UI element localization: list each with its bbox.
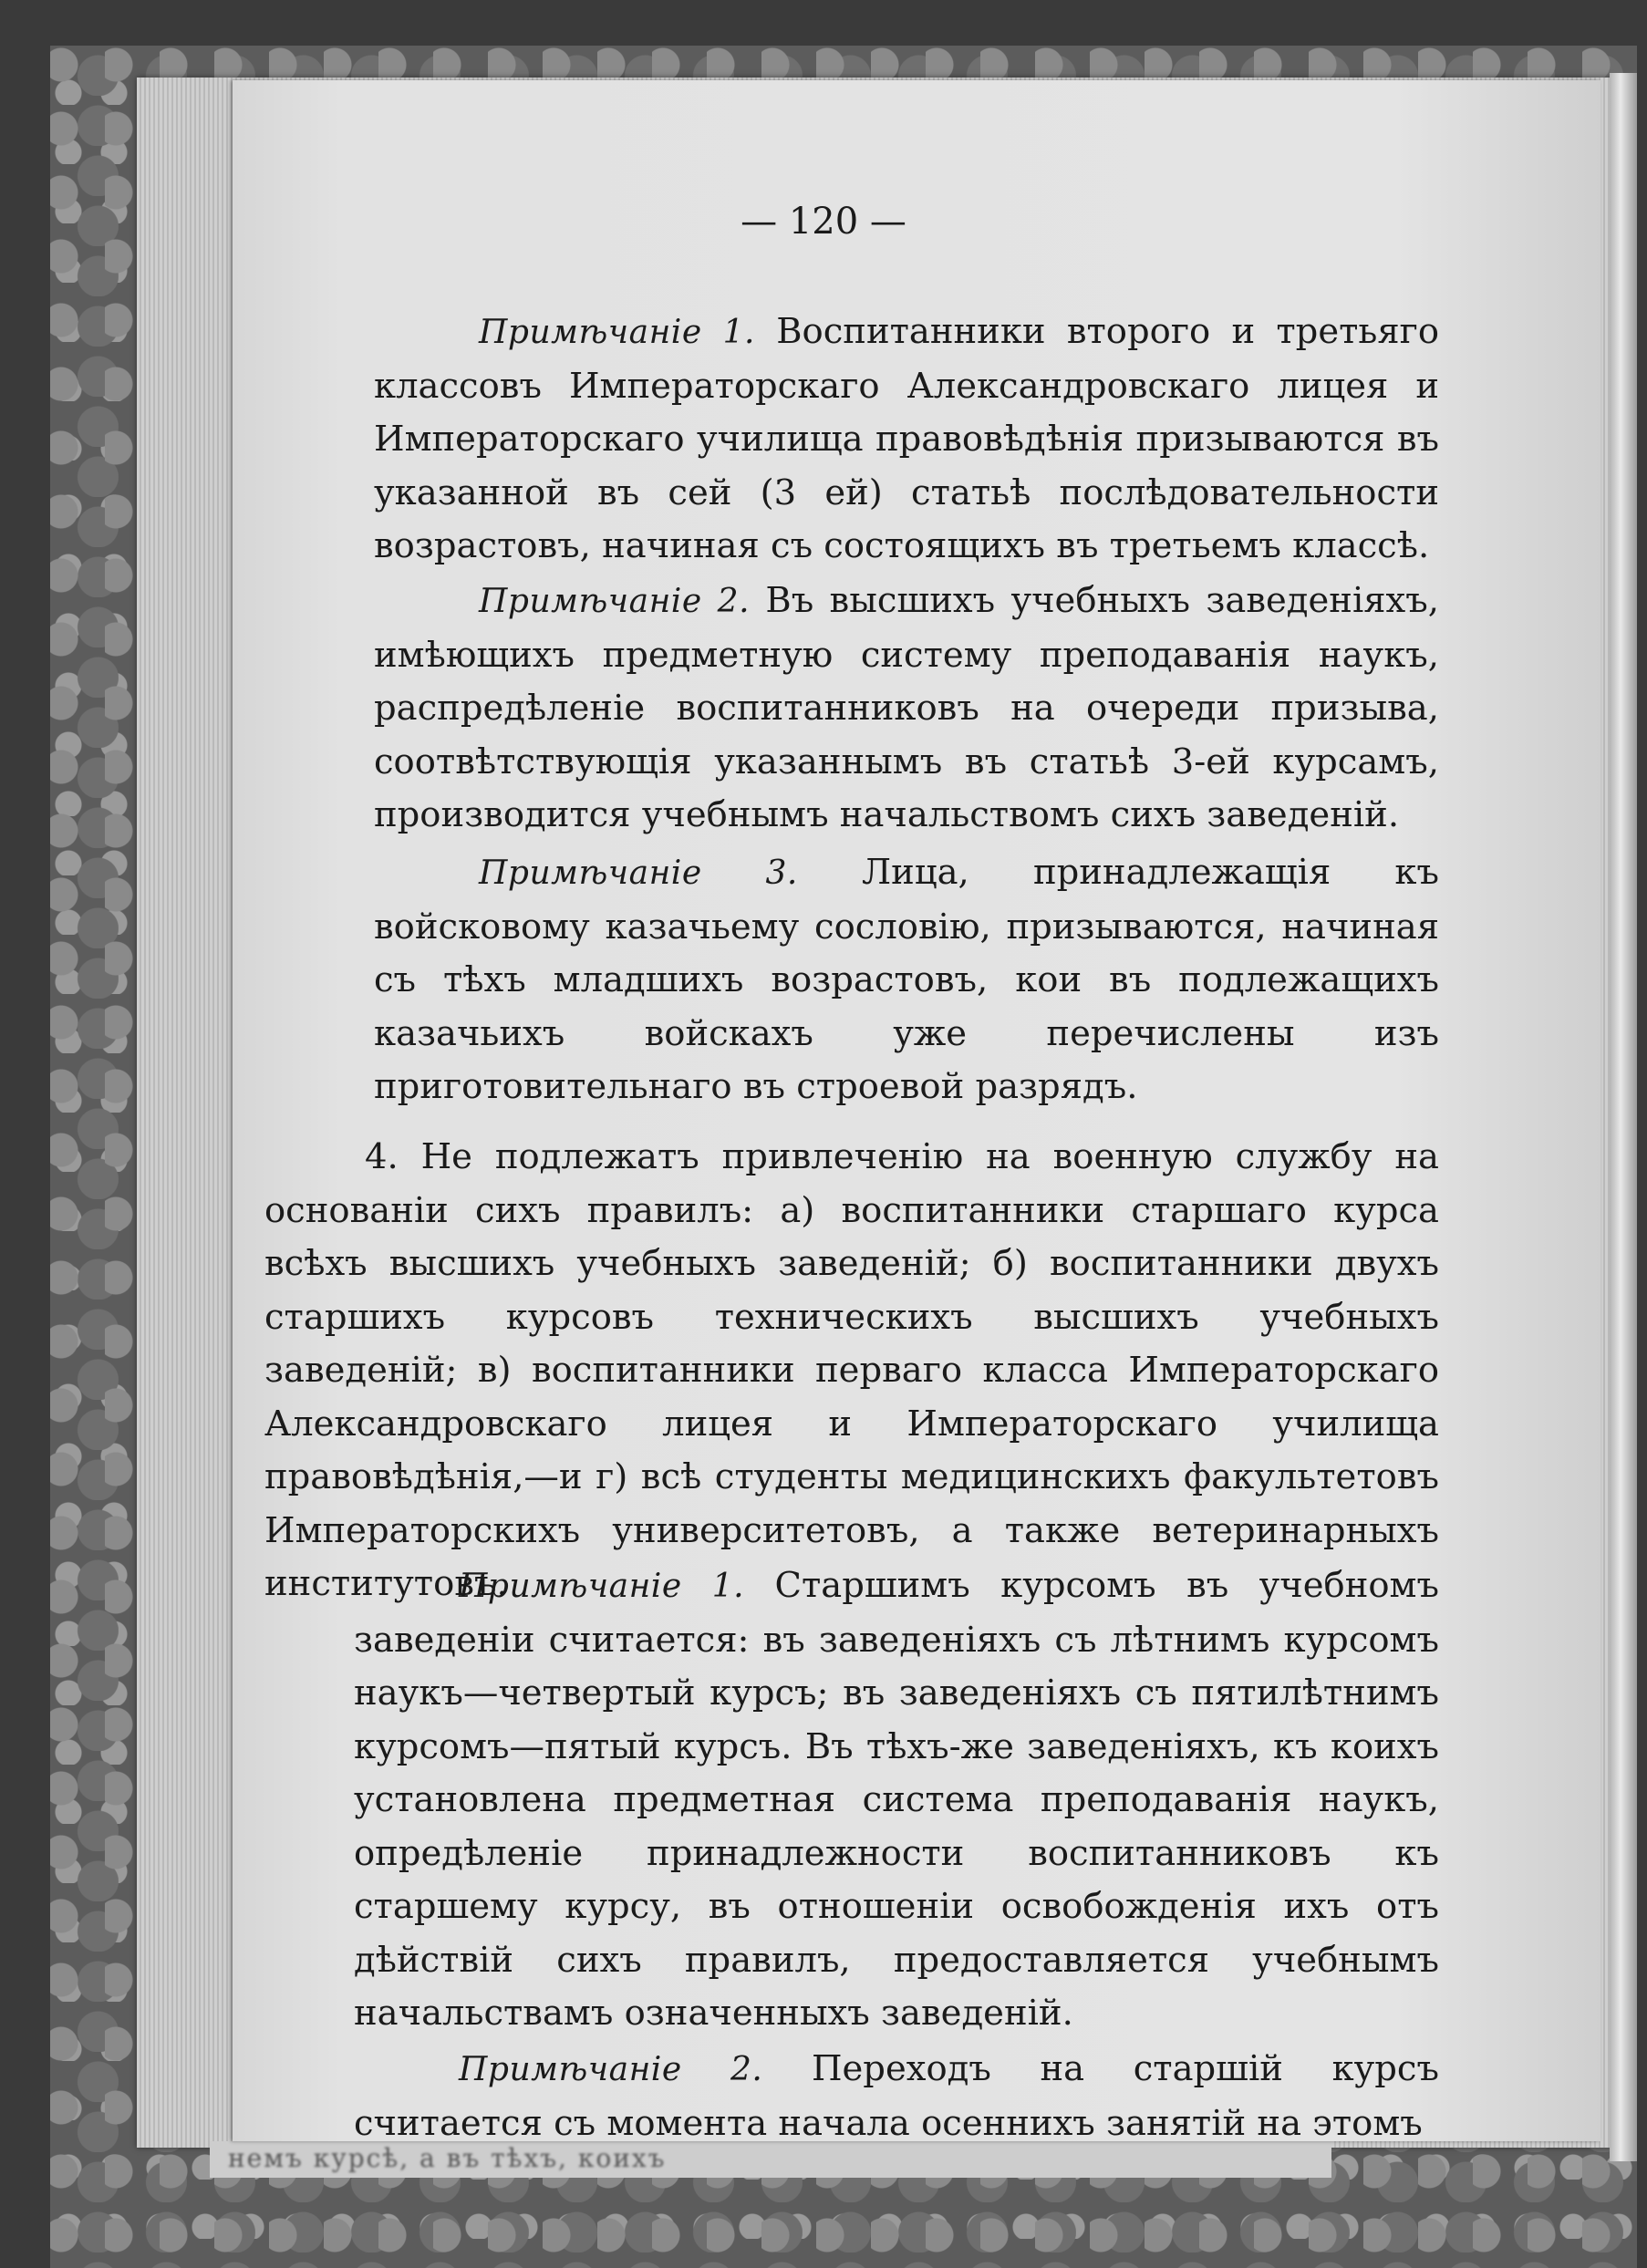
- page-number: — 120 —: [741, 201, 906, 243]
- note-1-art3: [374, 306, 1439, 574]
- note-label: Примѣчаніе 2.: [459, 2051, 763, 2088]
- book-gutter: [1610, 73, 1637, 2161]
- note-text: Старшимъ курсомъ въ учебномъ заведеніи считается: въ заведеніяхъ съ лѣтнимъ курсомъ наукъ—четвертый курсъ; въ заведеніяхъ съ пятилѣтнимъ курсомъ—пятый курсъ. Въ тѣхъ-же заведеніяхъ, къ коихъ установлена предметная система преподаванія наукъ, опредѣленіе принадлежности воспитанниковъ къ старшему курсу, въ отношеніи освобожденія ихъ отъ дѣйствій сихъ правилъ, предоставляется учебнымъ начальствамъ означенныхъ заведеній.: [354, 1565, 1439, 2034]
- note-2-art3: [374, 575, 1439, 843]
- next-page-fragment: немъ курсѣ, а въ тѣхъ, коихъ: [228, 2143, 667, 2173]
- note-1-art4: [354, 1559, 1439, 2041]
- note-3-art3: [374, 846, 1439, 1114]
- note-label: Примѣчаніе 1.: [479, 314, 755, 351]
- article-4: [264, 1131, 1439, 1611]
- note-text: Переходъ на старшій курсъ считается съ момента начала осеннихъ занятій на этомъ: [354, 2048, 1439, 2144]
- article-4-text: 4. Не подлежатъ привлеченію на военную службу на основаніи сихъ правилъ: а) воспитанники старшаго курса всѣхъ высшихъ учебныхъ заведеній; б) воспитанники двухъ старшихъ курсовъ техническихъ высшихъ учебныхъ заведеній; в) воспитанники перваго класса Императорскаго Александровскаго лицея и Императорскаго училища правовѣдѣнія,—и г) всѣ студенты медицинскихъ факультетовъ Императорскихъ университетовъ, а также ветеринарныхъ институтовъ.: [264, 1136, 1439, 1604]
- note-label: Примѣчаніе 1.: [459, 1568, 745, 1605]
- note-text: Воспитанники второго и третьяго классовъ Императорскаго Александровскаго лицея и Императорскаго училища правовѣдѣнія призываются въ указанной въ сей (3 ей) статьѣ послѣдовательности возрастовъ, начиная съ состоящихъ въ третьемъ классѣ.: [374, 311, 1440, 566]
- note-label: Примѣчаніе 2.: [479, 583, 751, 620]
- note-text: Лица, принадлежащія къ войсковому казачьему сословію, призываются, начиная съ тѣхъ младшихъ возрастовъ, кои въ подлежащихъ казачьихъ войскахъ уже перечислены изъ приготовительнаго въ строевой разрядъ.: [374, 852, 1439, 1107]
- note-2-art4: [354, 2043, 1439, 2150]
- note-label: Примѣчаніе 3.: [479, 854, 798, 892]
- note-text: Въ высшихъ учебныхъ заведеніяхъ, имѣющихъ предметную систему преподаванія наукъ, распредѣленіе воспитанниковъ на очереди призыва, соотвѣтствующія указаннымъ въ статьѣ 3-ей курсамъ, производится учебнымъ начальствомъ сихъ заведеній.: [374, 580, 1439, 835]
